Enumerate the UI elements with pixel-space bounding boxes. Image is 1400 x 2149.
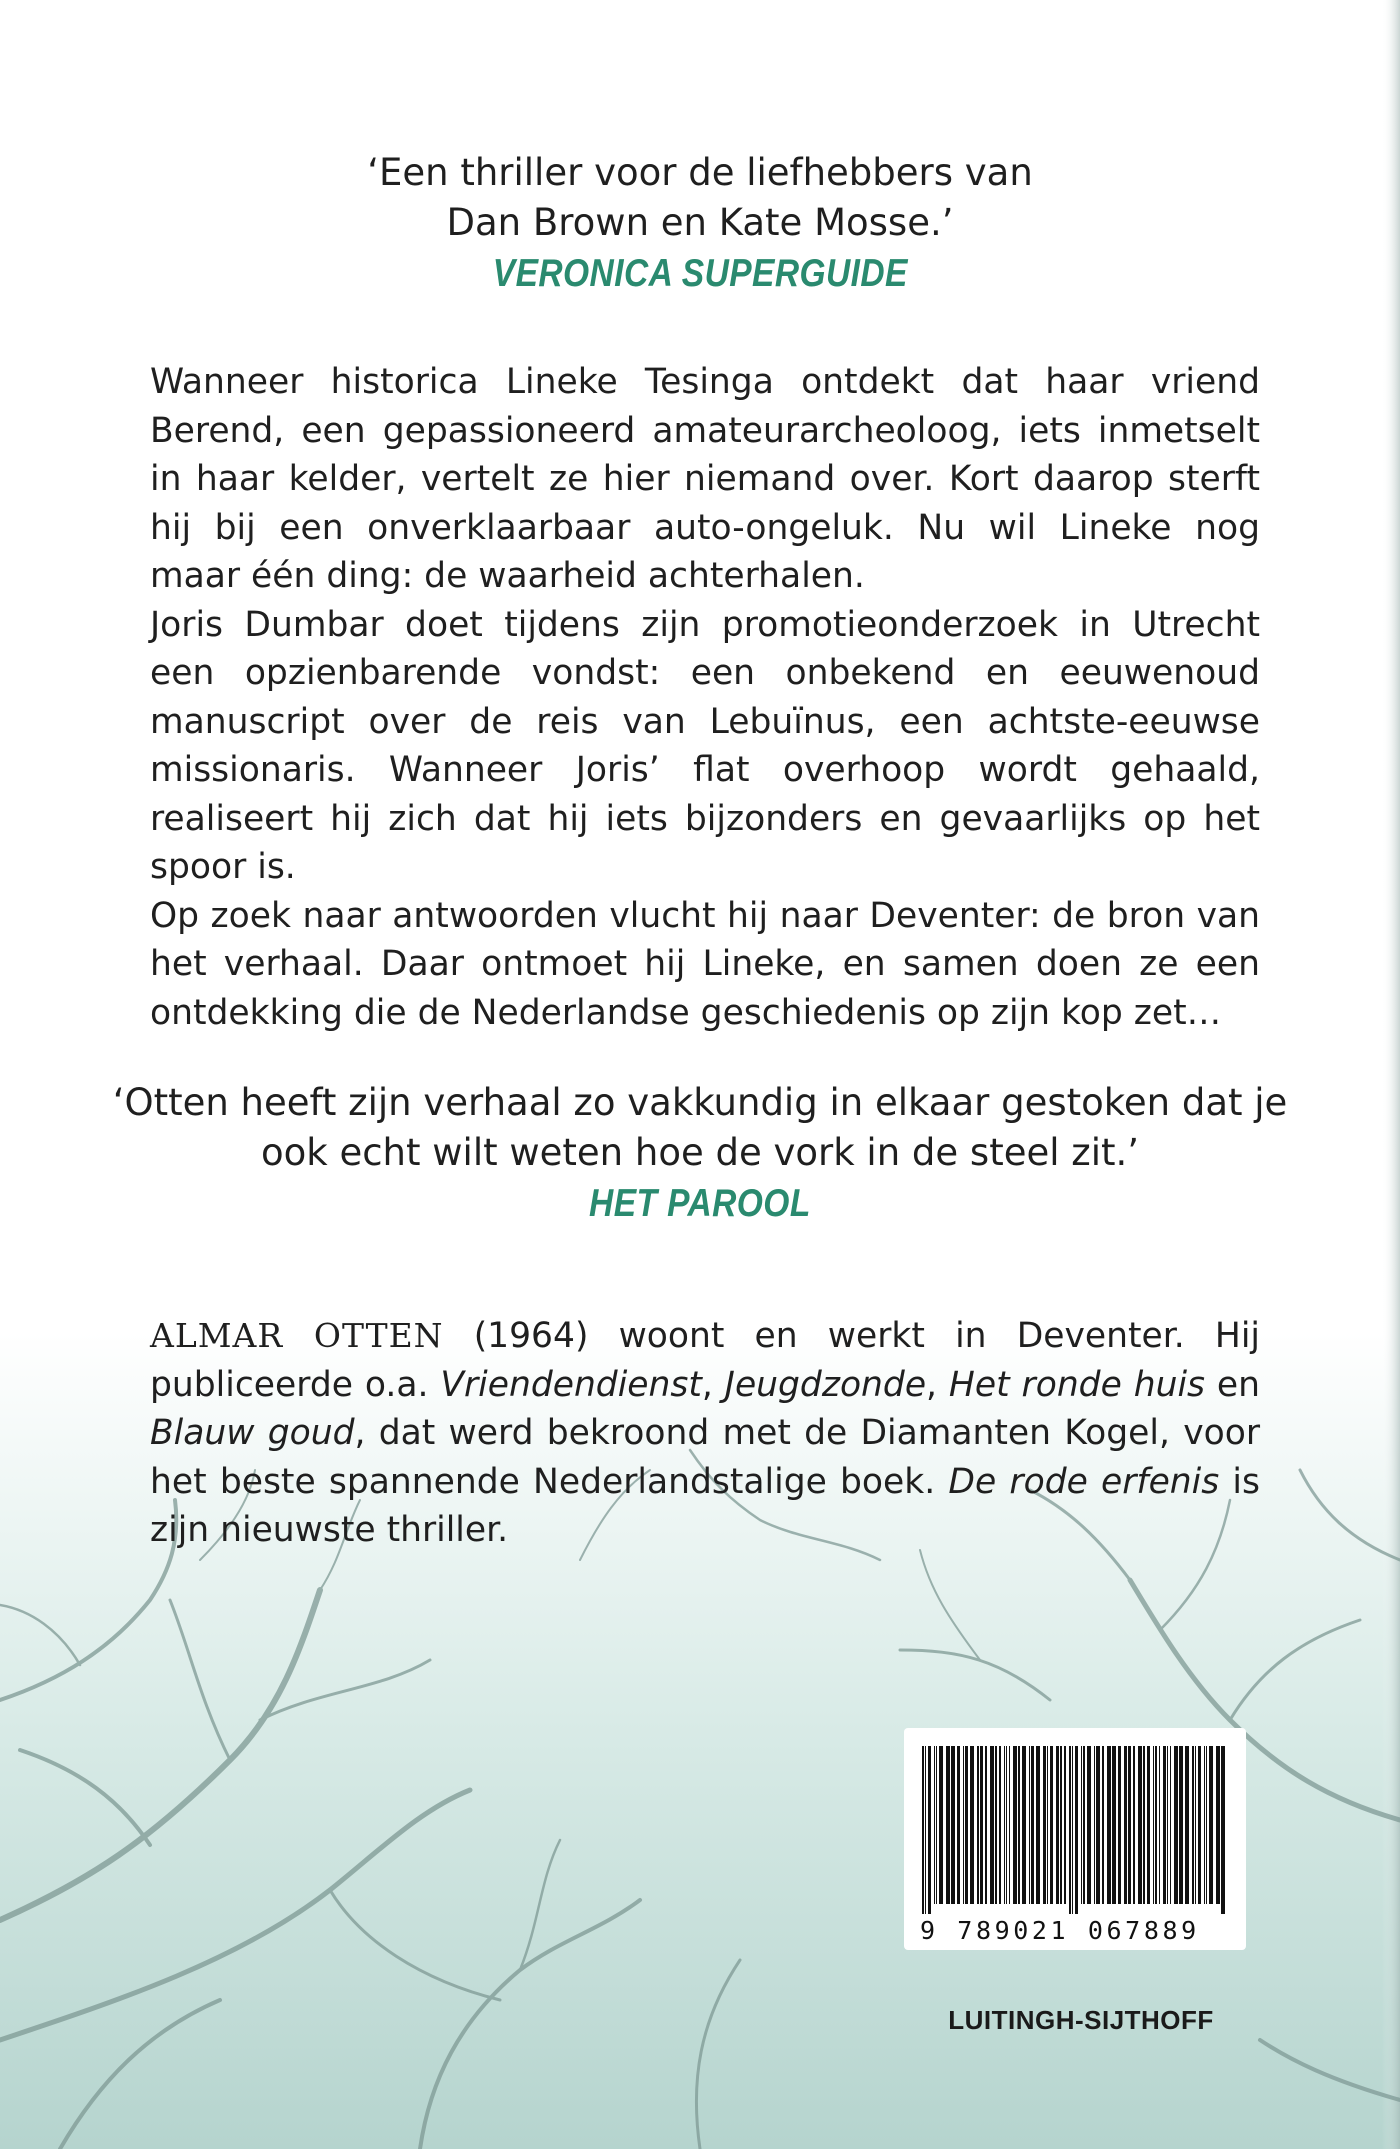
barcode-bar xyxy=(936,1746,937,1904)
barcode-bar xyxy=(1013,1746,1017,1904)
barcode-bar xyxy=(980,1746,983,1904)
barcode-bar xyxy=(1124,1746,1127,1904)
barcode-bar xyxy=(939,1746,943,1904)
book-title: De rode erfenis xyxy=(948,1461,1220,1502)
barcode-bar xyxy=(1072,1746,1073,1914)
barcode-bar xyxy=(1056,1746,1059,1904)
blurb-paragraph: Op zoek naar antwoorden vlucht hij naar Deventer: de bron van het verhaal. Daar ontmoet hij Lineke, en samen doen ze een ontdekking die de Nederlandse geschiedenis op zijn kop zet… xyxy=(150,895,1260,1033)
quote-line: ook echt wilt weten hoe de vork in de steel zit.’ xyxy=(260,1131,1140,1174)
barcode-bar xyxy=(957,1746,960,1904)
barcode-bar xyxy=(965,1746,968,1904)
barcode-bar xyxy=(999,1746,1001,1904)
barcode-bar xyxy=(1163,1746,1166,1904)
quote-source: HET PAROOL xyxy=(589,1182,811,1225)
publisher-logo: LUITINGH-SIJTHOFF xyxy=(948,2005,1214,2035)
barcode-bar xyxy=(1036,1746,1040,1904)
barcode-bar xyxy=(1143,1746,1145,1904)
barcode-bar xyxy=(995,1746,997,1904)
barcode-bar xyxy=(1075,1746,1078,1914)
barcode-bar xyxy=(1069,1746,1071,1914)
barcode-bar xyxy=(1112,1746,1116,1904)
quote-line: ‘Een thriller voor de liefhebbers van xyxy=(367,151,1033,194)
barcode-bar xyxy=(1209,1746,1213,1904)
barcode-bar xyxy=(1195,1746,1196,1904)
barcode-bar xyxy=(1043,1746,1046,1904)
quote-line: ‘Otten heeft zijn verhaal zo vakkundig in elkaar gestoken dat je xyxy=(112,1081,1288,1124)
barcode-bar xyxy=(1096,1746,1100,1904)
blurb-paragraph: Wanneer historica Lineke Tesinga ontdekt dat haar vriend Berend, een gepassioneerd amateurarcheoloog, iets inmetselt in haar kelder, vertelt ze hier niemand over. Kort daarop sterft hij bij een onverklaarbaar auto-ongeluk. Nu wil Lineke nog maar één ding: de waarheid achterhalen. xyxy=(150,362,1260,596)
barcode-bars xyxy=(918,1746,1232,1914)
barcode-bar xyxy=(1133,1746,1135,1904)
barcode-bar xyxy=(1170,1746,1171,1904)
barcode-bar xyxy=(985,1746,987,1904)
barcode-bar xyxy=(1064,1746,1066,1904)
barcode-bar xyxy=(1081,1746,1082,1904)
barcode-bar xyxy=(946,1746,950,1904)
barcode-bar xyxy=(1216,1746,1220,1904)
barcode-bar xyxy=(1060,1746,1062,1904)
barcode-bar xyxy=(1198,1746,1201,1904)
barcode-bar xyxy=(990,1746,994,1904)
review-quote-parool xyxy=(100,1078,1300,1230)
barcode-bar xyxy=(1006,1746,1007,1904)
book-title: Het ronde huis xyxy=(948,1364,1206,1405)
barcode-bar xyxy=(1174,1746,1178,1904)
author-name: ALMAR OTTEN xyxy=(150,1316,444,1355)
quote-source: VERONICA SUPERGUIDE xyxy=(492,252,908,295)
barcode-bar xyxy=(1107,1746,1111,1904)
barcode-bar xyxy=(970,1746,974,1904)
barcode-bar xyxy=(951,1746,955,1904)
blurb xyxy=(150,358,1260,1037)
barcode-bar xyxy=(1004,1746,1005,1904)
barcode-bar xyxy=(1167,1746,1168,1904)
barcode-bar xyxy=(1204,1746,1205,1904)
barcode-bar xyxy=(928,1746,931,1914)
barcode-bar xyxy=(1087,1746,1091,1904)
bio-text: (1964) woont en werkt in Deventer. Hij publiceerde o.a. xyxy=(150,1316,1260,1405)
barcode-bar xyxy=(1022,1746,1026,1904)
barcode-bar xyxy=(1192,1746,1194,1904)
barcode-bar xyxy=(1018,1746,1020,1904)
review-quote-veronica xyxy=(150,148,1250,300)
barcode-bar xyxy=(1094,1746,1095,1904)
barcode-bar xyxy=(1153,1746,1154,1904)
barcode-bar xyxy=(1179,1746,1183,1904)
book-title: Vriendendienst xyxy=(440,1364,702,1405)
barcode-bar xyxy=(922,1746,924,1914)
barcode-bar xyxy=(963,1746,964,1904)
barcode-bar xyxy=(1118,1746,1121,1904)
quote-line: Dan Brown en Kate Mosse.’ xyxy=(446,201,954,244)
isbn-barcode xyxy=(904,1728,1246,1950)
barcode-bar xyxy=(1206,1746,1207,1904)
bio-text: , xyxy=(926,1364,949,1405)
barcode-bar xyxy=(1159,1746,1160,1904)
barcode-bar xyxy=(1102,1746,1104,1904)
book-title: Blauw goud xyxy=(150,1413,355,1453)
blurb-paragraph: Joris Dumbar doet tijdens zijn promotieonderzoek in Utrecht een opzienbarende vondst: een onbekend en eeuwenoud manuscript over de reis van Lebuïnus, een achtste-eeuwse missionaris. Wanneer Joris’ flat overhoop wordt gehaald, realiseert hij zich dat hij iets bijzonders en gevaarlijks op het spoor is. xyxy=(150,604,1260,887)
barcode-bar xyxy=(1083,1746,1085,1904)
bio-text: en xyxy=(1205,1364,1261,1405)
barcode-bar xyxy=(977,1746,979,1904)
barcode-bar xyxy=(1138,1746,1142,1904)
barcode-bar xyxy=(934,1746,935,1904)
book-title: Jeugdzonde xyxy=(724,1364,927,1405)
barcode-bar xyxy=(1029,1746,1030,1904)
barcode-bar xyxy=(925,1746,926,1914)
bio-text: , xyxy=(701,1364,725,1405)
barcode-bar xyxy=(1047,1746,1048,1904)
barcode-bar xyxy=(1155,1746,1157,1904)
barcode-bar xyxy=(1185,1746,1189,1904)
barcode-bar xyxy=(1009,1746,1010,1904)
barcode-bar xyxy=(1128,1746,1131,1904)
author-bio xyxy=(150,1312,1260,1555)
barcode-bar xyxy=(1147,1746,1150,1904)
barcode-bar xyxy=(1221,1746,1225,1914)
isbn-number: 9 789021 067889 xyxy=(920,1916,1200,1945)
bio-text: , dat werd bekroond met de Diamanten Kogel, voor het beste spannende Nederlandstalige boek. xyxy=(150,1413,1261,1502)
barcode-bar xyxy=(1031,1746,1034,1904)
barcode-bar xyxy=(1050,1746,1053,1904)
bio-text: is zijn nieuwste thriller. xyxy=(150,1461,1260,1550)
